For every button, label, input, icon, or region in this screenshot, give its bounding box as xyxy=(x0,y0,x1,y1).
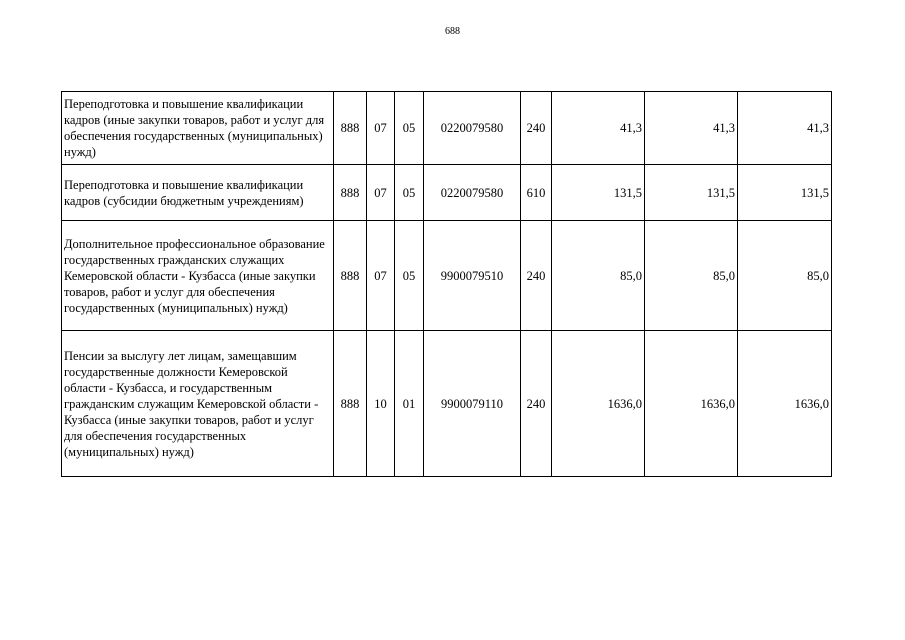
amount-year-1-cell: 41,3 xyxy=(552,92,645,165)
subsection-code-cell: 01 xyxy=(395,331,424,477)
grbs-code-cell: 888 xyxy=(334,331,367,477)
grbs-code-cell: 888 xyxy=(334,165,367,221)
table-row xyxy=(62,331,832,477)
target-article-cell: 9900079110 xyxy=(424,331,521,477)
target-article-cell: 9900079510 xyxy=(424,221,521,331)
expense-type-cell: 240 xyxy=(521,331,552,477)
amount-year-3-cell: 85,0 xyxy=(738,221,832,331)
expense-type-cell: 240 xyxy=(521,92,552,165)
grbs-code-cell: 888 xyxy=(334,92,367,165)
section-code-cell: 07 xyxy=(367,165,395,221)
table-row xyxy=(62,165,832,221)
expense-type-cell: 240 xyxy=(521,221,552,331)
target-article-cell: 0220079580 xyxy=(424,165,521,221)
amount-year-1-cell: 131,5 xyxy=(552,165,645,221)
subsection-code-cell: 05 xyxy=(395,221,424,331)
expense-name-cell: Дополнительное профессиональное образование государственных гражданских служащих Кемеровской области - Кузбасса (иные закупки товаров, работ и услуг для обеспечения государственных (муниципальных) нужд) xyxy=(62,221,334,331)
section-code-cell: 10 xyxy=(367,331,395,477)
amount-year-3-cell: 131,5 xyxy=(738,165,832,221)
amount-year-2-cell: 85,0 xyxy=(645,221,738,331)
expense-type-cell: 610 xyxy=(521,165,552,221)
subsection-code-cell: 05 xyxy=(395,165,424,221)
budget-table xyxy=(61,91,832,477)
page-number: 688 xyxy=(445,26,460,37)
target-article-cell: 0220079580 xyxy=(424,92,521,165)
expense-name-cell: Переподготовка и повышение квалификации кадров (субсидии бюджетным учреждениям) xyxy=(62,165,334,221)
section-code-cell: 07 xyxy=(367,92,395,165)
subsection-code-cell: 05 xyxy=(395,92,424,165)
amount-year-2-cell: 1636,0 xyxy=(645,331,738,477)
expense-name-cell: Пенсии за выслугу лет лицам, замещавшим государственные должности Кемеровской области - Кузбасса, и государственным гражданским служащим Кемеровской области - Кузбасса (иные закупки товаров, работ и услуг для обеспечения государственных (муниципальных) нужд) xyxy=(62,331,334,477)
amount-year-1-cell: 85,0 xyxy=(552,221,645,331)
amount-year-1-cell: 1636,0 xyxy=(552,331,645,477)
amount-year-3-cell: 1636,0 xyxy=(738,331,832,477)
table-row xyxy=(62,92,832,165)
section-code-cell: 07 xyxy=(367,221,395,331)
amount-year-2-cell: 41,3 xyxy=(645,92,738,165)
expense-name-cell: Переподготовка и повышение квалификации кадров (иные закупки товаров, работ и услуг для обеспечения государственных (муниципальных) нужд) xyxy=(62,92,334,165)
amount-year-3-cell: 41,3 xyxy=(738,92,832,165)
table-row xyxy=(62,221,832,331)
grbs-code-cell: 888 xyxy=(334,221,367,331)
amount-year-2-cell: 131,5 xyxy=(645,165,738,221)
